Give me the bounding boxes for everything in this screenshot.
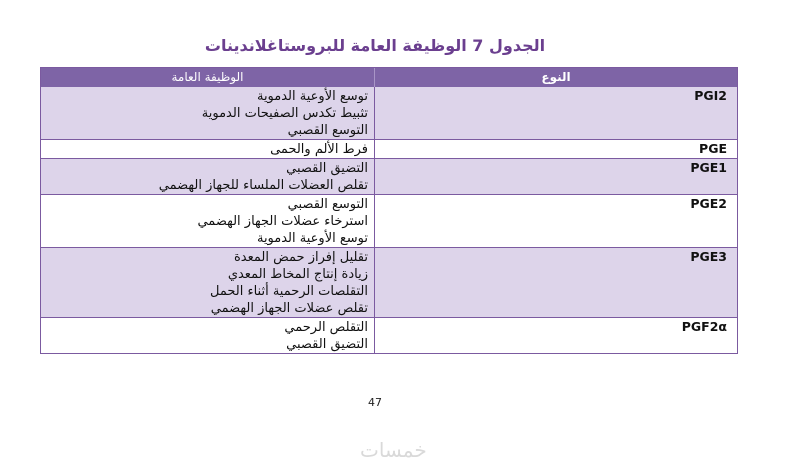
type-cell: PGE1	[374, 159, 737, 194]
table-row	[41, 317, 737, 353]
type-cell: PGE2	[374, 195, 737, 247]
function-cell	[41, 159, 374, 194]
table-header-row	[41, 68, 737, 87]
header-function: الوظيفة العامة	[171, 70, 244, 84]
table-row	[41, 247, 737, 317]
watermark: خمسات	[360, 438, 427, 462]
function-line: تقلص العضلات الملساء للجهاز الهضمي	[158, 178, 368, 193]
type-cell: PGE3	[374, 248, 737, 317]
function-line: التضيق القصبي	[286, 161, 368, 176]
function-cell	[41, 318, 374, 353]
function-line: تقلص عضلات الجهاز الهضمي	[210, 301, 368, 316]
function-cell	[41, 195, 374, 247]
table-body	[41, 87, 737, 353]
function-line: توسع الأوعية الدموية	[256, 89, 368, 104]
function-line: فرط الألم والحمى	[270, 142, 368, 157]
function-line: التوسع القصبي	[287, 123, 368, 138]
function-cell	[41, 87, 374, 139]
header-type: النوع	[374, 68, 737, 87]
function-line: زيادة إنتاج المخاط المعدي	[227, 267, 368, 282]
prostaglandin-table	[40, 67, 738, 354]
table-row	[41, 139, 737, 158]
type-cell: PGI2	[374, 87, 737, 139]
function-line: التقلصات الرحمية أثناء الحمل	[210, 284, 368, 299]
table-title: الجدول 7 الوظيفة العامة للبروستاغلاندينات	[204, 36, 546, 55]
type-cell: PGE	[374, 140, 737, 158]
type-cell: PGF2α	[374, 318, 737, 353]
function-line: التقلص الرحمي	[284, 320, 368, 335]
function-line: تقليل إفراز حمض المعدة	[233, 250, 368, 265]
page-number: 47	[368, 396, 382, 409]
table-row	[41, 194, 737, 247]
function-line: التضيق القصبي	[286, 337, 368, 352]
table-row	[41, 87, 737, 139]
function-line: استرخاء عضلات الجهاز الهضمي	[197, 214, 368, 229]
function-cell	[41, 140, 374, 158]
function-cell	[41, 248, 374, 317]
function-line: توسع الأوعية الدموية	[256, 231, 368, 246]
table-row	[41, 158, 737, 194]
function-line: التوسع القصبي	[287, 197, 368, 212]
function-line: تثبيط تكدس الصفيحات الدموية	[201, 106, 368, 121]
